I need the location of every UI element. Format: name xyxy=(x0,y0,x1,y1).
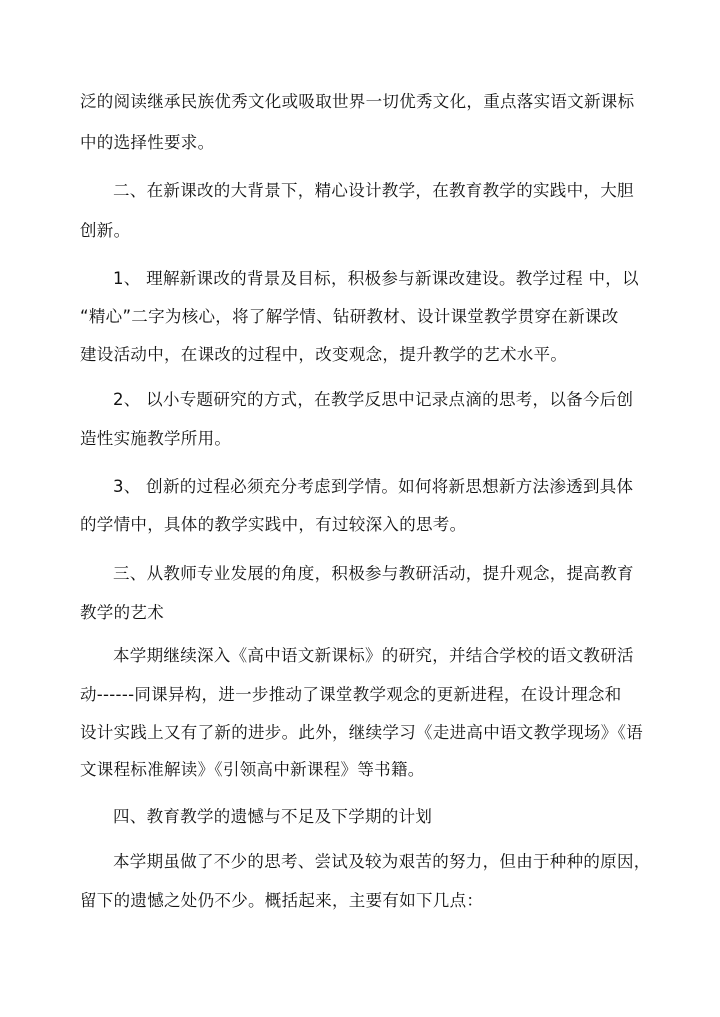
list-item: 2、 以小专题研究的方式，在教学反思中记录点滴的思考，以备今后创 xyxy=(113,390,634,409)
text-line: 创新。 xyxy=(80,221,131,240)
text-line: 设计实践上又有了新的进步。此外，继续学习《走进高中语文教学现场》《语 xyxy=(80,723,643,742)
text-line: 留下的遗憾之处仍不少。概括起来，主要有如下几点： xyxy=(80,891,484,910)
paragraph-line: 本学期虽做了不少的思考、尝试及较为艰苦的努力，但由于种种的原因， xyxy=(113,852,651,871)
section-heading: 三、从教师专业发展的角度，积极参与教研活动，提升观念，提高教育 xyxy=(113,564,634,583)
text-line: 教学的艺术 xyxy=(80,603,164,622)
text-line: 中的选择性要求。 xyxy=(80,133,215,152)
text-line: 泛的阅读继承民族优秀文化或吸取世界一切优秀文化，重点落实语文新课标 xyxy=(80,92,635,111)
text-line: 的学情中，具体的教学实践中，有过较深入的思考。 xyxy=(80,515,467,534)
text-line: “精心”二字为核心，将了解学情、钻研教材、设计课堂教学贯穿在新课改 xyxy=(80,307,619,326)
text-line: 文课程标准解读》《引领高中新课程》等书籍。 xyxy=(80,760,425,779)
text-line: 建设活动中，在课改的过程中，改变观念，提升教学的艺术水平。 xyxy=(80,345,568,364)
section-heading: 四、教育教学的遗憾与不足及下学期的计划 xyxy=(113,807,433,826)
text-line: 造性实施教学所用。 xyxy=(80,429,232,448)
section-heading: 二、在新课改的大背景下，精心设计教学，在教育教学的实践中，大胆 xyxy=(113,181,634,200)
paragraph-line: 本学期继续深入《高中语文新课标》的研究，并结合学校的语文教研活 xyxy=(113,646,634,665)
list-item: 1、 理解新课改的背景及目标，积极参与新课改建设。教学过程 中，以 xyxy=(113,269,639,288)
text-line: 动------同课异构，进一步推动了课堂教学观念的更新进程，在设计理念和 xyxy=(80,685,622,704)
list-item: 3、 创新的过程必须充分考虑到学情。如何将新思想新方法渗透到具体 xyxy=(113,477,634,496)
